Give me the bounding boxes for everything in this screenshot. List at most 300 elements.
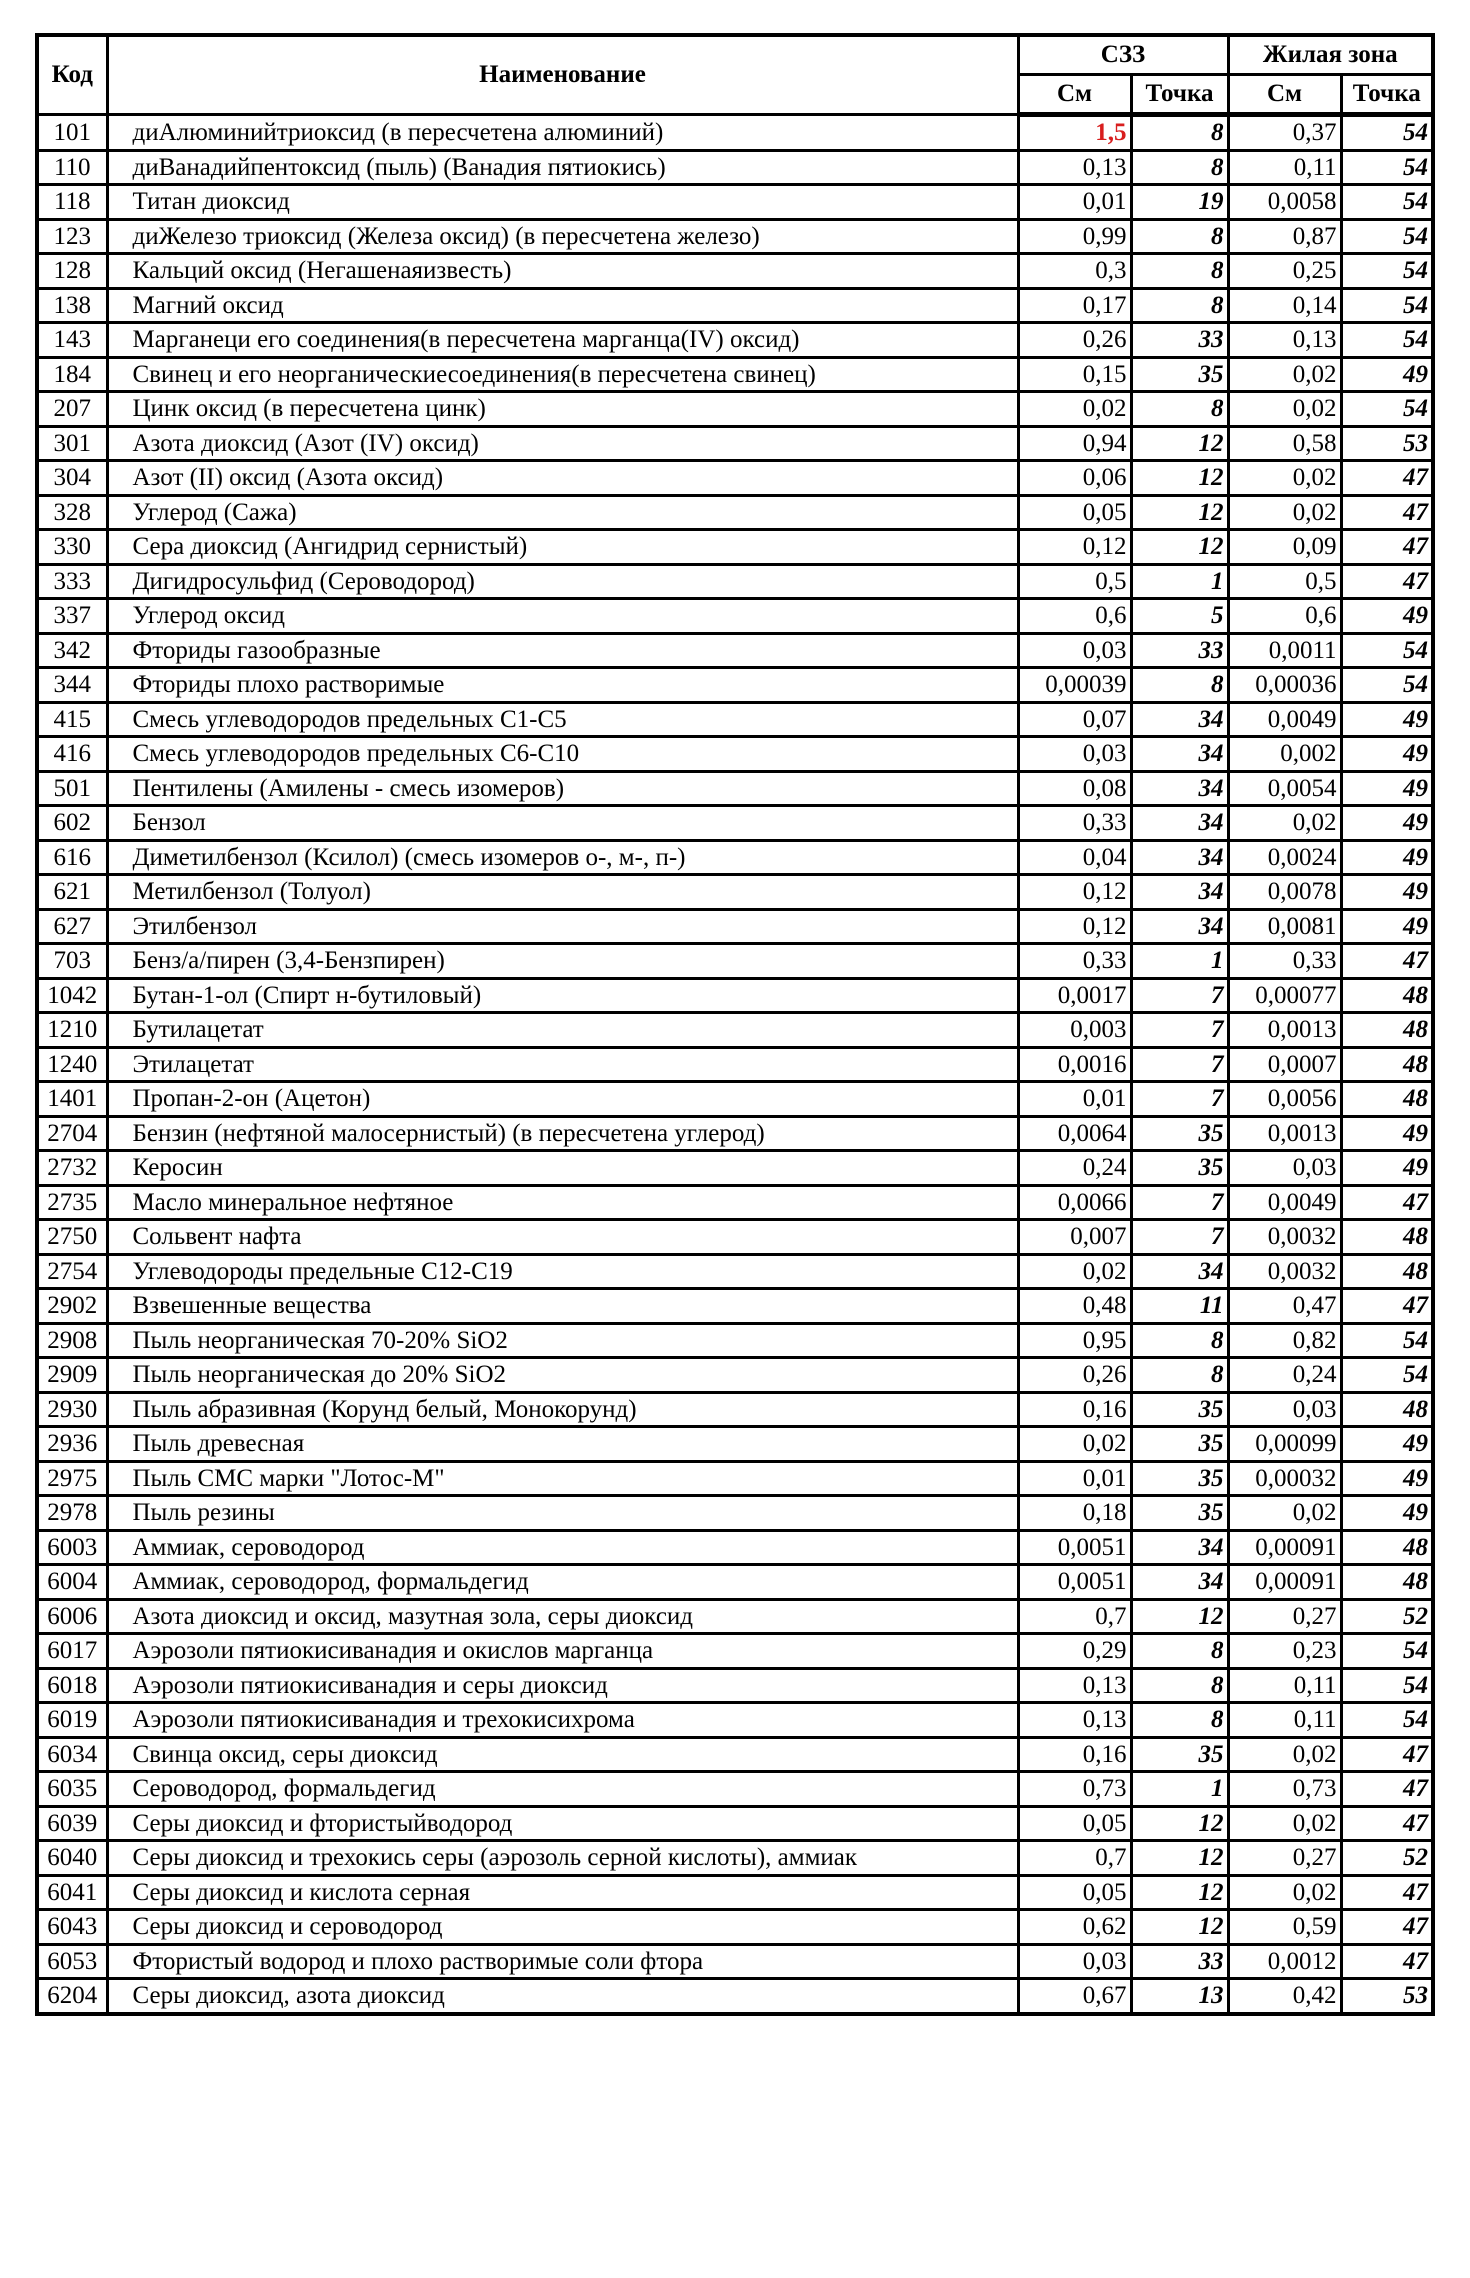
cell-residential-point: 47 [1341,495,1433,530]
cell-residential-point: 47 [1341,1910,1433,1945]
cell-residential-point: 49 [1341,737,1433,772]
cell-szz-cm: 0,007 [1018,1220,1131,1255]
cell-szz-cm: 0,03 [1018,1944,1131,1979]
table-row [37,1599,1433,1634]
cell-residential-point: 54 [1341,288,1433,323]
table-row [37,530,1433,565]
cell-residential-cm: 0,58 [1228,426,1341,461]
cell-szz-point: 33 [1131,633,1228,668]
cell-szz-point: 7 [1131,1220,1228,1255]
cell-code: 1401 [37,1082,107,1117]
cell-code: 6053 [37,1944,107,1979]
table-row [37,1565,1433,1600]
cell-residential-point: 47 [1341,1944,1433,1979]
cell-name: Бутилацетат [107,1013,1018,1048]
cell-code: 6040 [37,1841,107,1876]
cell-szz-point: 35 [1131,1116,1228,1151]
cell-residential-cm: 0,0081 [1228,909,1341,944]
cell-szz-cm: 0,0051 [1018,1565,1131,1600]
cell-szz-point: 34 [1131,806,1228,841]
cell-residential-cm: 0,03 [1228,1151,1341,1186]
header-residential-point: Точка [1341,75,1433,115]
cell-szz-cm: 0,12 [1018,530,1131,565]
cell-residential-point: 47 [1341,1875,1433,1910]
cell-szz-cm: 0,12 [1018,875,1131,910]
cell-name: Пропан-2-он (Ацетон) [107,1082,1018,1117]
cell-residential-cm: 0,0024 [1228,840,1341,875]
cell-szz-point: 1 [1131,1772,1228,1807]
table-row [37,1806,1433,1841]
cell-code: 616 [37,840,107,875]
cell-residential-cm: 0,02 [1228,357,1341,392]
cell-residential-point: 54 [1341,668,1433,703]
cell-szz-cm: 0,16 [1018,1737,1131,1772]
cell-szz-point: 8 [1131,115,1228,151]
header-szz-point: Точка [1131,75,1228,115]
cell-residential-cm: 0,00091 [1228,1565,1341,1600]
cell-code: 2902 [37,1289,107,1324]
cell-code: 128 [37,254,107,289]
cell-szz-cm: 0,0051 [1018,1530,1131,1565]
cell-residential-cm: 0,11 [1228,1703,1341,1738]
cell-szz-cm: 0,62 [1018,1910,1131,1945]
cell-residential-cm: 0,6 [1228,599,1341,634]
table-row [37,1358,1433,1393]
cell-code: 627 [37,909,107,944]
cell-name: Бензин (нефтяной малосернистый) (в пересчетена углерод) [107,1116,1018,1151]
table-row [37,1875,1433,1910]
cell-szz-point: 7 [1131,978,1228,1013]
cell-residential-point: 48 [1341,978,1433,1013]
table-row [37,219,1433,254]
cell-szz-cm: 0,73 [1018,1772,1131,1807]
cell-code: 2754 [37,1254,107,1289]
cell-szz-cm: 0,15 [1018,357,1131,392]
cell-name: Азот (II) оксид (Азота оксид) [107,461,1018,496]
cell-residential-cm: 0,0013 [1228,1116,1341,1151]
cell-szz-cm: 0,0017 [1018,978,1131,1013]
cell-name: Диметилбензол (Ксилол) (смесь изомеров о-, м-, п-) [107,840,1018,875]
cell-name: Пыль неорганическая до 20% SiO2 [107,1358,1018,1393]
cell-residential-cm: 0,00036 [1228,668,1341,703]
cell-residential-cm: 0,87 [1228,219,1341,254]
cell-residential-cm: 0,02 [1228,1875,1341,1910]
cell-residential-cm: 0,0056 [1228,1082,1341,1117]
cell-szz-point: 8 [1131,668,1228,703]
cell-szz-cm: 0,67 [1018,1979,1131,2014]
cell-residential-cm: 0,0011 [1228,633,1341,668]
cell-name: Дигидросульфид (Сероводород) [107,564,1018,599]
cell-szz-cm: 0,0016 [1018,1047,1131,1082]
cell-code: 301 [37,426,107,461]
cell-code: 337 [37,599,107,634]
cell-residential-cm: 0,03 [1228,1392,1341,1427]
cell-name: Углерод (Сажа) [107,495,1018,530]
cell-szz-point: 35 [1131,1737,1228,1772]
cell-residential-cm: 0,27 [1228,1599,1341,1634]
cell-residential-cm: 0,02 [1228,392,1341,427]
cell-residential-cm: 0,02 [1228,806,1341,841]
cell-szz-cm: 0,48 [1018,1289,1131,1324]
cell-residential-point: 54 [1341,1634,1433,1669]
cell-szz-point: 1 [1131,564,1228,599]
cell-residential-cm: 0,11 [1228,1668,1341,1703]
cell-residential-point: 54 [1341,115,1433,151]
cell-residential-cm: 0,0058 [1228,185,1341,220]
cell-szz-point: 1 [1131,944,1228,979]
cell-code: 118 [37,185,107,220]
cell-szz-cm: 0,29 [1018,1634,1131,1669]
cell-szz-cm: 0,01 [1018,1461,1131,1496]
cell-residential-cm: 0,25 [1228,254,1341,289]
cell-residential-point: 54 [1341,1668,1433,1703]
cell-residential-point: 49 [1341,1427,1433,1462]
cell-residential-cm: 0,0032 [1228,1254,1341,1289]
table-row [37,1944,1433,1979]
cell-szz-point: 34 [1131,702,1228,737]
cell-szz-point: 12 [1131,1875,1228,1910]
cell-residential-point: 49 [1341,771,1433,806]
cell-code: 501 [37,771,107,806]
cell-szz-cm: 0,06 [1018,461,1131,496]
cell-residential-cm: 0,59 [1228,1910,1341,1945]
cell-szz-cm: 0,07 [1018,702,1131,737]
cell-residential-point: 54 [1341,254,1433,289]
cell-szz-point: 35 [1131,1427,1228,1462]
cell-residential-cm: 0,37 [1228,115,1341,151]
cell-szz-cm: 0,13 [1018,150,1131,185]
cell-name: Свинец и его неорганическиесоединения(в пересчетена свинец) [107,357,1018,392]
cell-szz-cm: 0,5 [1018,564,1131,599]
cell-residential-point: 49 [1341,357,1433,392]
cell-residential-point: 54 [1341,323,1433,358]
cell-szz-point: 33 [1131,1944,1228,1979]
cell-code: 2750 [37,1220,107,1255]
cell-residential-point: 48 [1341,1565,1433,1600]
cell-code: 330 [37,530,107,565]
cell-code: 344 [37,668,107,703]
table-row [37,1841,1433,1876]
cell-code: 6019 [37,1703,107,1738]
cell-residential-point: 48 [1341,1047,1433,1082]
cell-szz-cm: 0,24 [1018,1151,1131,1186]
cell-szz-point: 7 [1131,1013,1228,1048]
cell-residential-cm: 0,02 [1228,1806,1341,1841]
table-row [37,1151,1433,1186]
table-row [37,909,1433,944]
cell-szz-cm: 0,7 [1018,1599,1131,1634]
cell-residential-cm: 0,0032 [1228,1220,1341,1255]
cell-residential-point: 49 [1341,1461,1433,1496]
cell-szz-cm: 0,05 [1018,1806,1131,1841]
cell-code: 2930 [37,1392,107,1427]
table-header [37,35,1433,115]
cell-residential-cm: 0,00091 [1228,1530,1341,1565]
cell-code: 1210 [37,1013,107,1048]
cell-szz-cm: 0,05 [1018,1875,1131,1910]
cell-residential-cm: 0,0054 [1228,771,1341,806]
cell-szz-point: 8 [1131,1634,1228,1669]
cell-szz-cm: 0,18 [1018,1496,1131,1531]
cell-szz-cm: 0,26 [1018,1358,1131,1393]
table-row [37,323,1433,358]
header-szz-cm: См [1018,75,1131,115]
cell-szz-point: 8 [1131,392,1228,427]
cell-residential-point: 47 [1341,1185,1433,1220]
header-code: Код [37,35,107,115]
cell-code: 6004 [37,1565,107,1600]
cell-name: Марганеци его соединения(в пересчетена марганца(IV) оксид) [107,323,1018,358]
cell-residential-point: 54 [1341,1358,1433,1393]
cell-name: Керосин [107,1151,1018,1186]
cell-szz-point: 35 [1131,1151,1228,1186]
cell-name: Сера диоксид (Ангидрид сернистый) [107,530,1018,565]
cell-code: 1042 [37,978,107,1013]
cell-name: Бенз/а/пирен (3,4-Бензпирен) [107,944,1018,979]
cell-name: Аммиак, сероводород, формальдегид [107,1565,1018,1600]
cell-residential-cm: 0,47 [1228,1289,1341,1324]
cell-code: 6003 [37,1530,107,1565]
cell-szz-point: 34 [1131,909,1228,944]
cell-code: 6018 [37,1668,107,1703]
header-name: Наименование [107,35,1018,115]
cell-residential-point: 49 [1341,702,1433,737]
table-row [37,150,1433,185]
cell-residential-point: 48 [1341,1220,1433,1255]
cell-name: Серы диоксид и кислота серная [107,1875,1018,1910]
cell-residential-point: 47 [1341,1289,1433,1324]
cell-szz-point: 12 [1131,1841,1228,1876]
cell-residential-cm: 0,00032 [1228,1461,1341,1496]
cell-residential-cm: 0,33 [1228,944,1341,979]
cell-szz-point: 35 [1131,1496,1228,1531]
cell-residential-point: 54 [1341,1323,1433,1358]
table-row [37,357,1433,392]
table-row [37,1530,1433,1565]
table-row [37,115,1433,151]
table-row [37,1634,1433,1669]
cell-szz-point: 8 [1131,288,1228,323]
cell-code: 333 [37,564,107,599]
cell-name: Серы диоксид и трехокись серы (аэрозоль серной кислоты), аммиак [107,1841,1018,1876]
cell-name: Этилацетат [107,1047,1018,1082]
table-row [37,1461,1433,1496]
table-row [37,1427,1433,1462]
cell-residential-cm: 0,0013 [1228,1013,1341,1048]
cell-residential-point: 48 [1341,1392,1433,1427]
cell-name: Кальций оксид (Негашенаяизвесть) [107,254,1018,289]
table-row [37,875,1433,910]
table-row [37,668,1433,703]
cell-szz-point: 12 [1131,426,1228,461]
cell-szz-cm: 0,3 [1018,254,1131,289]
cell-szz-cm: 0,02 [1018,1427,1131,1462]
cell-residential-point: 48 [1341,1082,1433,1117]
cell-szz-point: 12 [1131,495,1228,530]
header-residential-cm: См [1228,75,1341,115]
table-row [37,254,1433,289]
cell-residential-cm: 0,42 [1228,1979,1341,2014]
cell-residential-cm: 0,24 [1228,1358,1341,1393]
cell-szz-point: 34 [1131,737,1228,772]
cell-szz-cm: 0,08 [1018,771,1131,806]
cell-szz-cm: 0,05 [1018,495,1131,530]
cell-name: Бутан-1-ол (Спирт н-бутиловый) [107,978,1018,1013]
cell-residential-point: 49 [1341,599,1433,634]
cell-residential-point: 52 [1341,1841,1433,1876]
cell-residential-point: 54 [1341,185,1433,220]
cell-name: Пыль древесная [107,1427,1018,1462]
cell-code: 2908 [37,1323,107,1358]
cell-szz-cm: 0,6 [1018,599,1131,634]
table-row [37,599,1433,634]
cell-name: Аэрозоли пятиокисиванадия и трехокисихрома [107,1703,1018,1738]
table-row [37,1323,1433,1358]
cell-name: Фториды газообразные [107,633,1018,668]
cell-szz-cm: 0,13 [1018,1703,1131,1738]
cell-szz-cm: 0,99 [1018,219,1131,254]
cell-szz-cm: 0,01 [1018,185,1131,220]
cell-name: Фтористый водород и плохо растворимые соли фтора [107,1944,1018,1979]
cell-name: Аэрозоли пятиокисиванадия и серы диоксид [107,1668,1018,1703]
cell-code: 110 [37,150,107,185]
cell-szz-cm: 0,0064 [1018,1116,1131,1151]
table-row [37,1185,1433,1220]
cell-name: диЖелезо триоксид (Железа оксид) (в пересчетена железо) [107,219,1018,254]
cell-szz-point: 7 [1131,1185,1228,1220]
cell-code: 6043 [37,1910,107,1945]
table-body [37,115,1433,2014]
cell-code: 2978 [37,1496,107,1531]
cell-residential-point: 49 [1341,875,1433,910]
cell-name: Смесь углеводородов предельных С1-С5 [107,702,1018,737]
pollutant-table [35,33,1435,2016]
cell-code: 6034 [37,1737,107,1772]
cell-residential-point: 47 [1341,1772,1433,1807]
table-row [37,1703,1433,1738]
cell-szz-point: 35 [1131,1392,1228,1427]
cell-szz-point: 34 [1131,875,1228,910]
cell-residential-cm: 0,02 [1228,495,1341,530]
cell-residential-cm: 0,02 [1228,461,1341,496]
cell-code: 123 [37,219,107,254]
cell-residential-point: 47 [1341,1737,1433,1772]
table-row [37,1047,1433,1082]
cell-name: Аммиак, сероводород [107,1530,1018,1565]
table-row [37,1289,1433,1324]
cell-szz-point: 34 [1131,1254,1228,1289]
table-row [37,1772,1433,1807]
cell-residential-point: 47 [1341,564,1433,599]
cell-code: 6006 [37,1599,107,1634]
cell-residential-point: 53 [1341,426,1433,461]
cell-residential-point: 53 [1341,1979,1433,2014]
cell-name: диВанадийпентоксид (пыль) (Ванадия пятиокись) [107,150,1018,185]
cell-code: 138 [37,288,107,323]
cell-szz-cm: 0,95 [1018,1323,1131,1358]
cell-name: Титан диоксид [107,185,1018,220]
cell-szz-point: 8 [1131,254,1228,289]
cell-name: Этилбензол [107,909,1018,944]
table-row [37,1910,1433,1945]
cell-residential-point: 49 [1341,1116,1433,1151]
cell-name: Цинк оксид (в пересчетена цинк) [107,392,1018,427]
cell-code: 602 [37,806,107,841]
table-row [37,840,1433,875]
cell-code: 2975 [37,1461,107,1496]
table-row [37,978,1433,1013]
cell-szz-point: 12 [1131,1806,1228,1841]
cell-szz-point: 8 [1131,1703,1228,1738]
cell-name: Серы диоксид, азота диоксид [107,1979,1018,2014]
cell-residential-point: 47 [1341,944,1433,979]
cell-residential-point: 54 [1341,150,1433,185]
cell-code: 2936 [37,1427,107,1462]
cell-residential-point: 54 [1341,1703,1433,1738]
cell-residential-cm: 0,23 [1228,1634,1341,1669]
table-row [37,1082,1433,1117]
cell-name: Азота диоксид и оксид, мазутная зола, серы диоксид [107,1599,1018,1634]
cell-code: 2909 [37,1358,107,1393]
cell-code: 621 [37,875,107,910]
table-row [37,392,1433,427]
cell-szz-point: 12 [1131,1599,1228,1634]
cell-residential-point: 49 [1341,806,1433,841]
cell-szz-point: 35 [1131,357,1228,392]
cell-name: Азота диоксид (Азот (IV) оксид) [107,426,1018,461]
cell-residential-cm: 0,0049 [1228,1185,1341,1220]
cell-code: 6041 [37,1875,107,1910]
cell-name: Пыль неорганическая 70-20% SiO2 [107,1323,1018,1358]
cell-szz-point: 8 [1131,1668,1228,1703]
cell-name: Бензол [107,806,1018,841]
cell-name: Серы диоксид и сероводород [107,1910,1018,1945]
cell-szz-cm: 0,7 [1018,1841,1131,1876]
cell-name: Пентилены (Амилены - смесь изомеров) [107,771,1018,806]
table-row [37,1979,1433,2014]
cell-szz-cm: 1,5 [1018,115,1131,151]
cell-szz-point: 11 [1131,1289,1228,1324]
cell-szz-cm: 0,0066 [1018,1185,1131,1220]
cell-name: Серы диоксид и фтористыйводород [107,1806,1018,1841]
header-szz: СЗЗ [1018,35,1228,75]
table-row [37,1737,1433,1772]
cell-szz-cm: 0,13 [1018,1668,1131,1703]
table-row [37,806,1433,841]
header-residential-zone: Жилая зона [1228,35,1433,75]
cell-szz-point: 8 [1131,1323,1228,1358]
table-row [37,564,1433,599]
table-row [37,426,1433,461]
cell-name: Углерод оксид [107,599,1018,634]
cell-residential-point: 47 [1341,461,1433,496]
cell-szz-cm: 0,03 [1018,737,1131,772]
cell-residential-cm: 0,02 [1228,1496,1341,1531]
cell-code: 304 [37,461,107,496]
table-row [37,495,1433,530]
cell-code: 415 [37,702,107,737]
cell-residential-cm: 0,0078 [1228,875,1341,910]
table-row [37,185,1433,220]
cell-residential-point: 48 [1341,1013,1433,1048]
table-row [37,1116,1433,1151]
cell-code: 703 [37,944,107,979]
cell-name: Смесь углеводородов предельных С6-С10 [107,737,1018,772]
table-row [37,633,1433,668]
table-row [37,1668,1433,1703]
cell-szz-point: 12 [1131,1910,1228,1945]
cell-name: Магний оксид [107,288,1018,323]
